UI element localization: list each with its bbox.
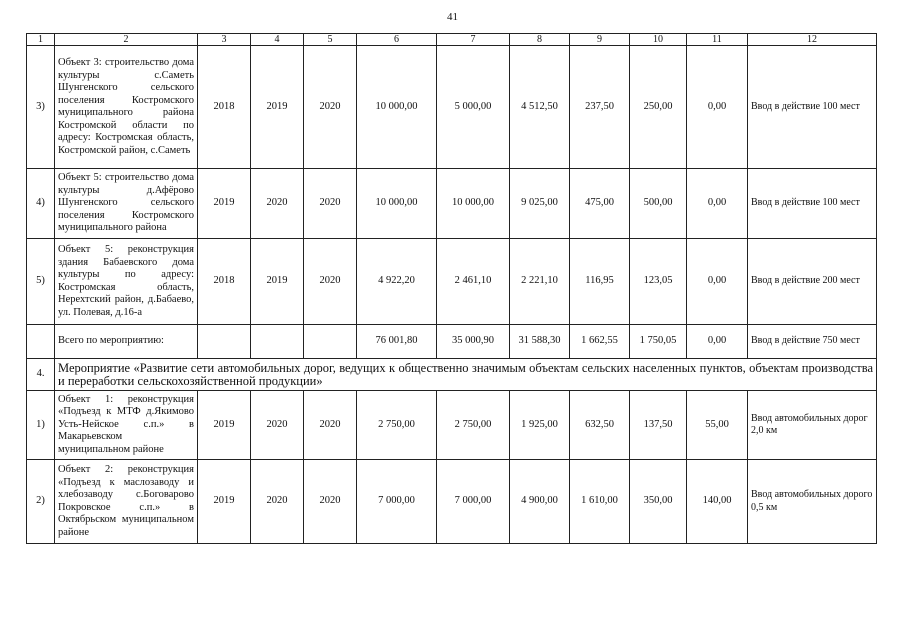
header-cell: 2	[55, 34, 198, 46]
end-year: 2020	[251, 391, 304, 460]
header-cell: 10	[630, 34, 687, 46]
header-cell: 3	[198, 34, 251, 46]
funding-other: 55,00	[687, 391, 748, 460]
header-cell: 12	[748, 34, 877, 46]
section-number: 4.	[27, 359, 55, 391]
funding-regional: 1 610,00	[570, 460, 630, 544]
header-cell: 7	[437, 34, 510, 46]
funding-local: 1 750,05	[630, 325, 687, 359]
total-cost: 7 000,00	[357, 460, 437, 544]
funding-regional: 1 662,55	[570, 325, 630, 359]
total-number-cell	[27, 325, 55, 359]
program-table	[26, 33, 877, 544]
start-year: 2019	[198, 460, 251, 544]
total-row	[27, 325, 877, 359]
expected-result: Ввод в действие 100 мест	[748, 169, 877, 239]
row-number: 3)	[27, 46, 55, 169]
header-cell: 9	[570, 34, 630, 46]
start-year: 2019	[198, 391, 251, 460]
funding-total: 10 000,00	[437, 169, 510, 239]
header-cell: 6	[357, 34, 437, 46]
row-number: 2)	[27, 460, 55, 544]
table-row	[27, 239, 877, 325]
object-description: Объект 3: строительство дома культуры с.Саметь Шунгенского сельского поселения Костромского муниципального района Костромской области по адресу: Костромская область, Костромской район, с.Саметь	[55, 46, 198, 169]
table-row	[27, 391, 877, 460]
funding-other: 0,00	[687, 325, 748, 359]
commission-year: 2020	[304, 239, 357, 325]
empty-cell	[198, 325, 251, 359]
commission-year: 2020	[304, 391, 357, 460]
table-row	[27, 169, 877, 239]
header-cell: 11	[687, 34, 748, 46]
expected-result: Ввод автомобильных дорого 0,5 км	[748, 460, 877, 544]
total-cost: 4 922,20	[357, 239, 437, 325]
funding-regional: 116,95	[570, 239, 630, 325]
funding-total: 2 461,10	[437, 239, 510, 325]
total-cost: 2 750,00	[357, 391, 437, 460]
expected-result: Ввод в действие 750 мест	[748, 325, 877, 359]
end-year: 2020	[251, 460, 304, 544]
empty-cell	[304, 325, 357, 359]
end-year: 2019	[251, 46, 304, 169]
funding-total: 5 000,00	[437, 46, 510, 169]
header-cell: 5	[304, 34, 357, 46]
funding-local: 250,00	[630, 46, 687, 169]
object-description: Объект 1: реконструкция «Подъезд к МТФ д.Якимово Усть-Нейское с.п.» в Макарьевском муниципальном районе	[55, 391, 198, 460]
empty-cell	[251, 325, 304, 359]
section-title: Мероприятие «Развитие сети автомобильных дорог, ведущих к общественно значимым объектам сельских населенных пунктов, объектам производства и переработки сельскохозяйственной продукции»	[55, 359, 877, 391]
funding-federal: 4 512,50	[510, 46, 570, 169]
start-year: 2018	[198, 46, 251, 169]
funding-regional: 475,00	[570, 169, 630, 239]
total-cost: 76 001,80	[357, 325, 437, 359]
funding-total: 2 750,00	[437, 391, 510, 460]
row-number: 4)	[27, 169, 55, 239]
header-cell: 4	[251, 34, 304, 46]
commission-year: 2020	[304, 460, 357, 544]
object-description: Объект 5: реконструкция здания Бабаевского дома культуры по адресу: Костромская область, Нерехтский район, д.Бабаево, ул. Полевая, д.16-а	[55, 239, 198, 325]
row-number: 5)	[27, 239, 55, 325]
funding-other: 0,00	[687, 169, 748, 239]
start-year: 2019	[198, 169, 251, 239]
funding-regional: 237,50	[570, 46, 630, 169]
table-row	[27, 46, 877, 169]
total-label: Всего по мероприятию:	[55, 325, 198, 359]
funding-total: 35 000,90	[437, 325, 510, 359]
header-cell: 8	[510, 34, 570, 46]
funding-total: 7 000,00	[437, 460, 510, 544]
funding-federal: 9 025,00	[510, 169, 570, 239]
funding-local: 350,00	[630, 460, 687, 544]
start-year: 2018	[198, 239, 251, 325]
page-number: 41	[447, 11, 458, 23]
table-row	[27, 460, 877, 544]
funding-federal: 1 925,00	[510, 391, 570, 460]
end-year: 2019	[251, 239, 304, 325]
funding-other: 140,00	[687, 460, 748, 544]
commission-year: 2020	[304, 169, 357, 239]
row-number: 1)	[27, 391, 55, 460]
expected-result: Ввод в действие 200 мест	[748, 239, 877, 325]
funding-local: 137,50	[630, 391, 687, 460]
object-description: Объект 2: реконструкция «Подъезд к маслозаводу и хлебозаводу с.Боговарово Покровское с.п.» в Октябрьском муниципальном районе	[55, 460, 198, 544]
end-year: 2020	[251, 169, 304, 239]
funding-other: 0,00	[687, 239, 748, 325]
object-description: Объект 5: строительство дома культуры д.Афёрово Шунгенского сельского поселения Костромского муниципального района	[55, 169, 198, 239]
funding-federal: 4 900,00	[510, 460, 570, 544]
funding-other: 0,00	[687, 46, 748, 169]
column-number-header	[27, 34, 877, 46]
expected-result: Ввод автомобильных дорог 2,0 км	[748, 391, 877, 460]
funding-regional: 632,50	[570, 391, 630, 460]
funding-local: 123,05	[630, 239, 687, 325]
funding-local: 500,00	[630, 169, 687, 239]
section-row	[27, 359, 877, 391]
expected-result: Ввод в действие 100 мест	[748, 46, 877, 169]
funding-federal: 2 221,10	[510, 239, 570, 325]
commission-year: 2020	[304, 46, 357, 169]
total-cost: 10 000,00	[357, 46, 437, 169]
header-cell: 1	[27, 34, 55, 46]
funding-federal: 31 588,30	[510, 325, 570, 359]
total-cost: 10 000,00	[357, 169, 437, 239]
